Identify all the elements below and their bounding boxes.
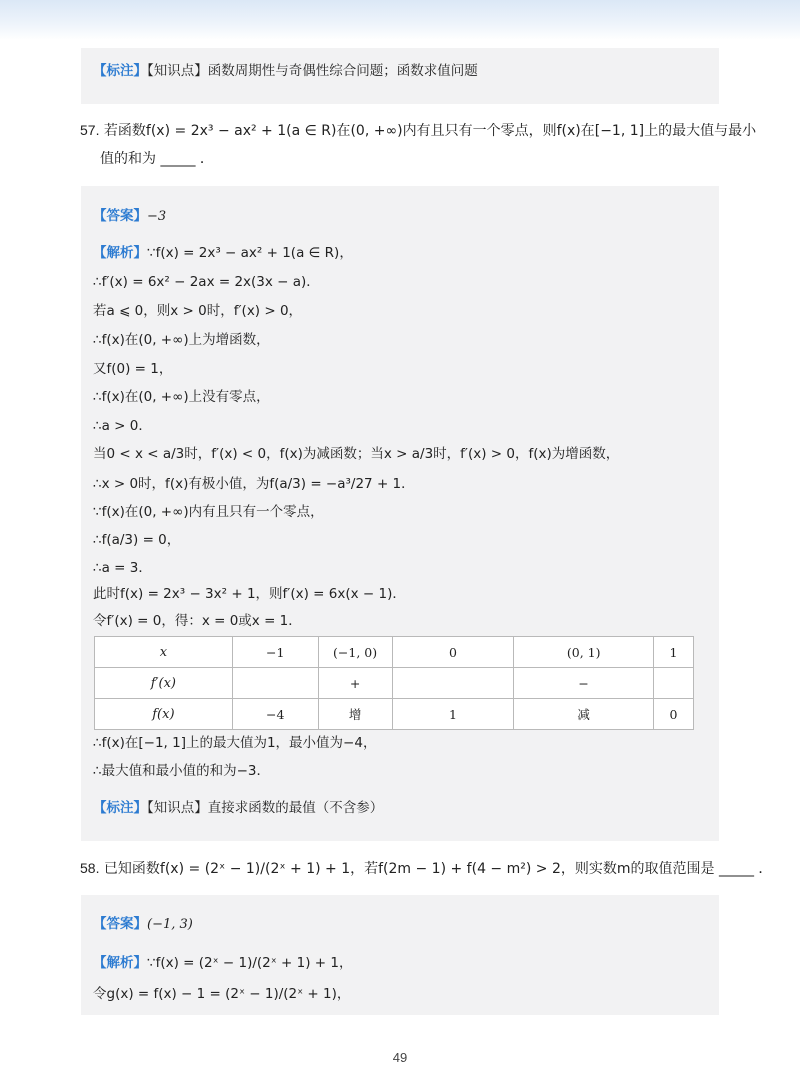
question-58-line xyxy=(80,857,772,880)
table-row xyxy=(95,637,694,668)
analysis-57-line-0 xyxy=(93,243,353,263)
analysis-57-line-6: ∴a > 0． xyxy=(93,418,152,434)
table-cell: 减 xyxy=(514,699,654,730)
analysis-57-tag: 【解析】 xyxy=(93,245,147,261)
table-cell: f(x) xyxy=(95,699,233,730)
question-57-line2 xyxy=(100,148,214,170)
answer-58-value: (−1, 3) xyxy=(147,917,193,932)
analysis-57-text-0: ∵f(x) = 2x³ − ax² + 1(a ∈ R)， xyxy=(147,245,353,261)
question-58-text: 已知函数f(x) = (2ˣ − 1)/(2ˣ + 1) + 1，若f(2m − 1) + f(4 − m²) > 2，则实数m的取值范围是 _____ ． xyxy=(103,861,773,877)
analysis-57-line-7: 当0 < x < a/3时，f′(x) < 0，f(x)为减函数；当x > a/3时，f′(x) > 0，f(x)为增函数， xyxy=(93,446,620,462)
note-57-line xyxy=(93,798,383,818)
table-cell: 增 xyxy=(318,699,392,730)
question-57-text-line1: 若函数f(x) = 2x³ − ax² + 1(a ∈ R)在(0, +∞)内有且只有一个零点，则f(x)在[−1, 1]上的最大值与最小 xyxy=(103,123,757,139)
table-row xyxy=(95,699,694,730)
table-cell: x xyxy=(95,637,233,668)
table-cell: −4 xyxy=(232,699,318,730)
analysis-58-line-0 xyxy=(93,953,353,973)
question-57-text-line2: 值的和为 _____ ． xyxy=(100,151,214,167)
answer-57-value: −3 xyxy=(147,209,167,224)
table-cell xyxy=(392,668,514,699)
table-cell: 0 xyxy=(654,699,694,730)
table-cell xyxy=(654,668,694,699)
analysis-57-line-12: 此时f(x) = 2x³ − 3x² + 1，则f′(x) = 6x(x − 1)． xyxy=(93,586,406,602)
note-57-text: 【知识点】直接求函数的最值（不含参） xyxy=(147,800,384,816)
analysis-57-line-4: 又f(0) = 1， xyxy=(93,361,173,377)
conclusion-57-line-0: ∴f(x)在[−1, 1]上的最大值为1，最小值为−4， xyxy=(93,735,377,751)
annotation-tag: 【标注】 xyxy=(93,63,147,79)
variation-table xyxy=(94,636,694,730)
analysis-57-line-2: 若a ⩽ 0，则x > 0时，f′(x) > 0， xyxy=(93,303,303,319)
analysis-57-line-11: ∴a = 3． xyxy=(93,560,152,576)
table-cell xyxy=(232,668,318,699)
question-58-number: 58. xyxy=(80,860,100,876)
table-cell: 1 xyxy=(654,637,694,668)
analysis-58-text-0: ∵f(x) = (2ˣ − 1)/(2ˣ + 1) + 1， xyxy=(147,955,353,971)
answer-58-line xyxy=(93,914,193,935)
analysis-57-line-3: ∴f(x)在(0, +∞)上为增函数， xyxy=(93,332,270,348)
analysis-57-line-9: ∵f(x)在(0, +∞)内有且只有一个零点， xyxy=(93,504,324,520)
analysis-57-line-5: ∴f(x)在(0, +∞)上没有零点， xyxy=(93,389,270,405)
analysis-57-line-13: 令f′(x) = 0，得：x = 0或x = 1． xyxy=(93,613,302,629)
analysis-57-line-10: ∴f(a/3) = 0， xyxy=(93,532,181,548)
analysis-57-line-8: ∴x > 0时，f(x)有极小值，为f(a/3) = −a³/27 + 1． xyxy=(93,476,415,492)
answer-58-tag: 【答案】 xyxy=(93,916,147,932)
page-header-band xyxy=(0,0,800,40)
table-row xyxy=(95,668,694,699)
table-cell: f′(x) xyxy=(95,668,233,699)
table-cell: −1 xyxy=(232,637,318,668)
table-cell: + xyxy=(318,668,392,699)
note-57-tag: 【标注】 xyxy=(93,800,147,816)
table-cell: 1 xyxy=(392,699,514,730)
page-number: 49 xyxy=(392,1050,408,1065)
table-cell: − xyxy=(514,668,654,699)
table-cell: (−1, 0) xyxy=(318,637,392,668)
analysis-58-tag: 【解析】 xyxy=(93,955,147,971)
answer-57-tag: 【答案】 xyxy=(93,208,147,224)
analysis-58-line-1: 令g(x) = f(x) − 1 = (2ˣ − 1)/(2ˣ + 1)， xyxy=(93,986,351,1002)
question-57-line1 xyxy=(80,119,756,142)
table-cell: 0 xyxy=(392,637,514,668)
analysis-57-line-1: ∴f′(x) = 6x² − 2ax = 2x(3x − a)． xyxy=(93,274,320,290)
annotation-line-top xyxy=(93,61,478,81)
annotation-text: 【知识点】函数周期性与奇偶性综合问题；函数求值问题 xyxy=(147,63,478,79)
conclusion-57-line-1: ∴最大值和最小值的和为−3． xyxy=(93,763,270,779)
answer-57-line xyxy=(93,206,166,227)
question-57-number: 57. xyxy=(80,122,100,138)
table-cell: (0, 1) xyxy=(514,637,654,668)
